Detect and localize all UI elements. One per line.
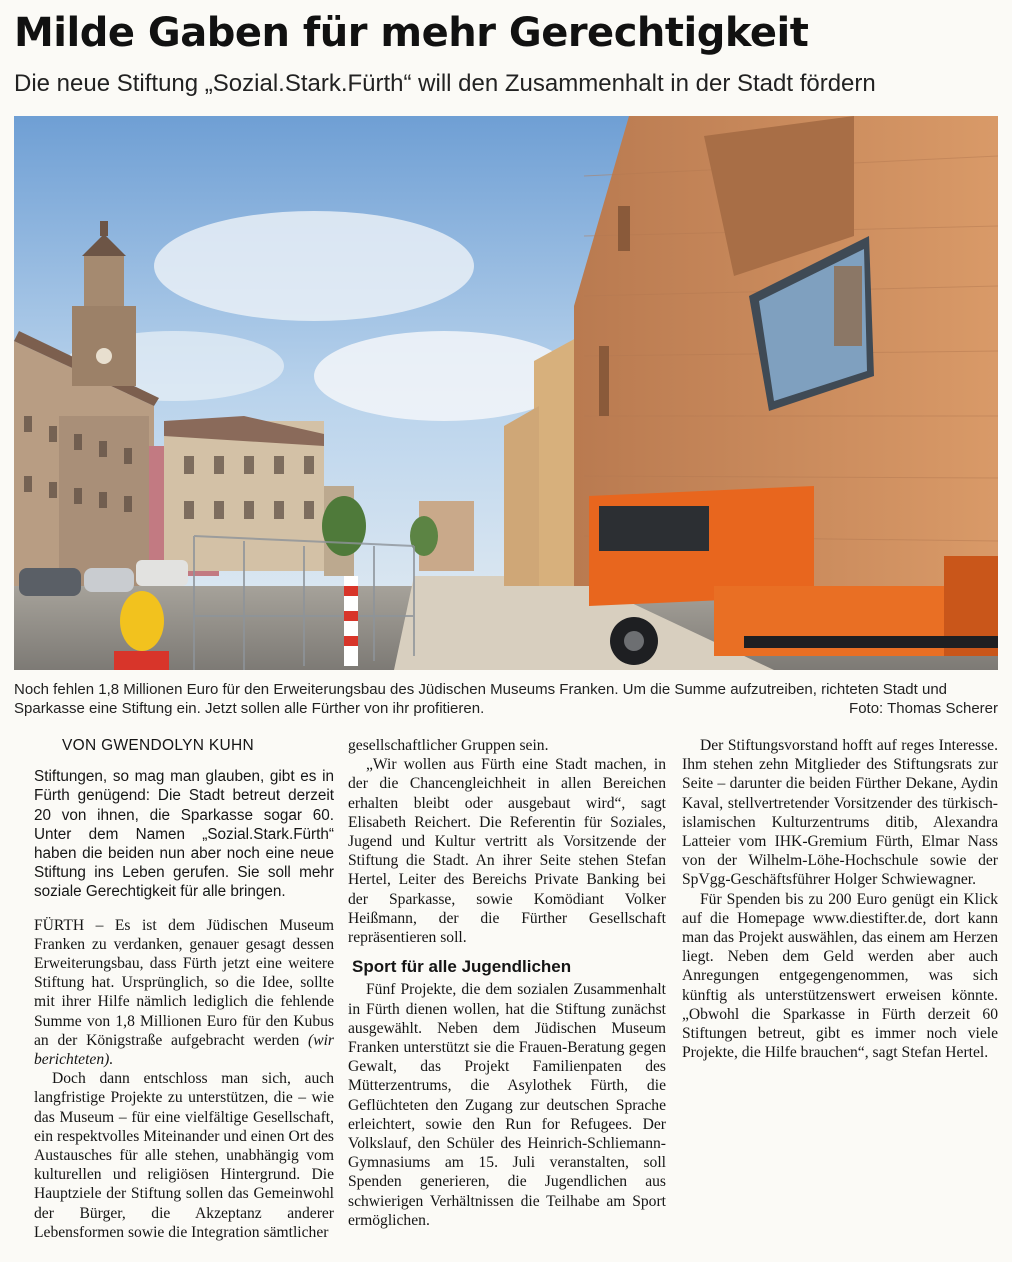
- subheadline: Die neue Stiftung „Sozial.Stark.Fürth“ will den Zusammenhalt in der Stadt fördern: [14, 70, 876, 97]
- paragraph-2-continued: gesellschaftlicher Gruppen sein.: [348, 737, 549, 754]
- street-scene-image: [14, 116, 998, 670]
- paragraph-3: „Wir wollen aus Fürth eine Stadt machen, in der die Chancengleichheit in allen Bereichen erhalten bleibt oder ausgebaut wird“, sagt Elisabeth Reichert. Die Referentin für Soziales, Jugend und Kultur vertritt als Vorsitzende der Stiftung die Stadt. An ihrer Seite stehen Stefan Hertel, Leiter des Bereichs Private Banking bei der Sparkasse, sowie Komödiant Volker Heißmann, der die Fürther Gesellschaft repräsentieren soll.: [348, 756, 666, 947]
- paragraph-1-note: (wir berichteten).: [34, 1031, 334, 1069]
- headline: Milde Gaben für mehr Gerechtigkeit: [14, 10, 809, 56]
- paragraph-4: Fünf Projekte, die dem sozialen Zusammenhalt in Fürth dienen wollen, hat die Stiftung zunächst ausgewählt. Neben dem Jüdischen Museum Franken unterstützt sie die Frauen-Beratung gegen Gewalt, das Projekt Familienpaten des Mütterzentrums, die Asylothek Fürth, die Geflüchteten den Zugang zur deutschen Sprache erleichtert, sowie den Run for Refugees. Der Volkslauf, den Schüler des Heinrich-Schliemann-Gymnasiums am 15. Juli veranstalten, soll Spenden generieren, die Jugendlichen aus schwierigen Verhältnissen die Teilhabe am Sport ermöglichen.: [348, 981, 666, 1229]
- paragraph-1-text: FÜRTH – Es ist dem Jüdischen Museum Franken zu verdanken, genauer gesagt dessen Erweiterungsbau, dass Fürth jetzt eine weitere Stiftung hat. Ursprünglich, so die Idee, sollte mit ihrer Hilfe nämlich lediglich die fehlende Summe von 1,8 Millionen Euro für den Kubus an der Königstraße aufgebracht werden: [34, 916, 334, 1049]
- column-3: [682, 736, 998, 1062]
- street-photo: [14, 116, 998, 670]
- column-1: [34, 736, 334, 1242]
- paragraph-5: Der Stiftungsvorstand hofft auf reges Interesse. Ihm stehen zehn Mitglieder des Stiftungsrats zur Seite – darunter die beiden Fürther Dekane, Aydin Kaval, stellvertretender Vorsitzender des türkisch-islamischen Kulturzentrums ditib, Alexandra Latteier vom IHK-Gremium Fürth, Elmar Nass von der Wilhelm-Löhe-Hochschule sowie der SpVgg-Geschäftsführer Holger Schwiewagner.: [682, 737, 998, 889]
- section-title: Sport für alle Jugendlichen: [352, 957, 572, 977]
- paragraph-6: Für Spenden bis zu 200 Euro genügt ein Klick auf die Homepage www.diestifter.de, dort kann man das Projekt auswählen, das einem am Herzen liegt. Neben dem Geld werden aber auch Anregungen entgegengenommen, was sich künftig als unterstützenswert erweisen könnte. „Obwohl die Sparkasse in Fürth derzeit 60 Stiftungen betreut, gibt es immer noch viele Projekte, die Hilfe brauchen“, sagt Stefan Hertel.: [682, 890, 998, 1062]
- lead-paragraph: Stiftungen, so mag man glauben, gibt es in Fürth genügend: Die Stadt betreut derzeit 20 von ihnen, die Sparkasse sogar 60. Unter dem Namen „Sozial.Stark.Fürth“ haben die beiden nun aber noch eine neue Stiftung ins Leben gerufen. Sie soll mehr soziale Gerechtigkeit für alle bringen.: [34, 768, 334, 901]
- paragraph-1: [34, 916, 334, 1070]
- caption-text: Noch fehlen 1,8 Millionen Euro für den Erweiterungsbau des Jüdischen Museums Franken. Um die Summe aufzutreiben, richteten Stadt und Sparkasse eine Stiftung ein. Jetzt sollen alle Fürther von ihr profitieren.: [14, 681, 948, 717]
- photo-credit: Foto: Thomas Scherer: [849, 700, 998, 717]
- photo-caption: [14, 680, 998, 718]
- column-2: [348, 736, 666, 1230]
- byline: VON GWENDOLYN KUHN: [62, 737, 254, 754]
- paragraph-2: Doch dann entschloss man sich, auch langfristige Projekte zu unterstützen, die – wie das Museum – für eine vielfältige Gesellschaft, ein respektvolles Miteinander und einen Ort des Austausches für alle stehen, unabhängig vom kulturellen und religiösen Hintergrund. Die Hauptziele der Stiftung sollen das Gemeinwohl der Bürger, die Akzeptanz anderer Lebensformen sowie die Integration sämtlicher: [34, 1070, 334, 1241]
